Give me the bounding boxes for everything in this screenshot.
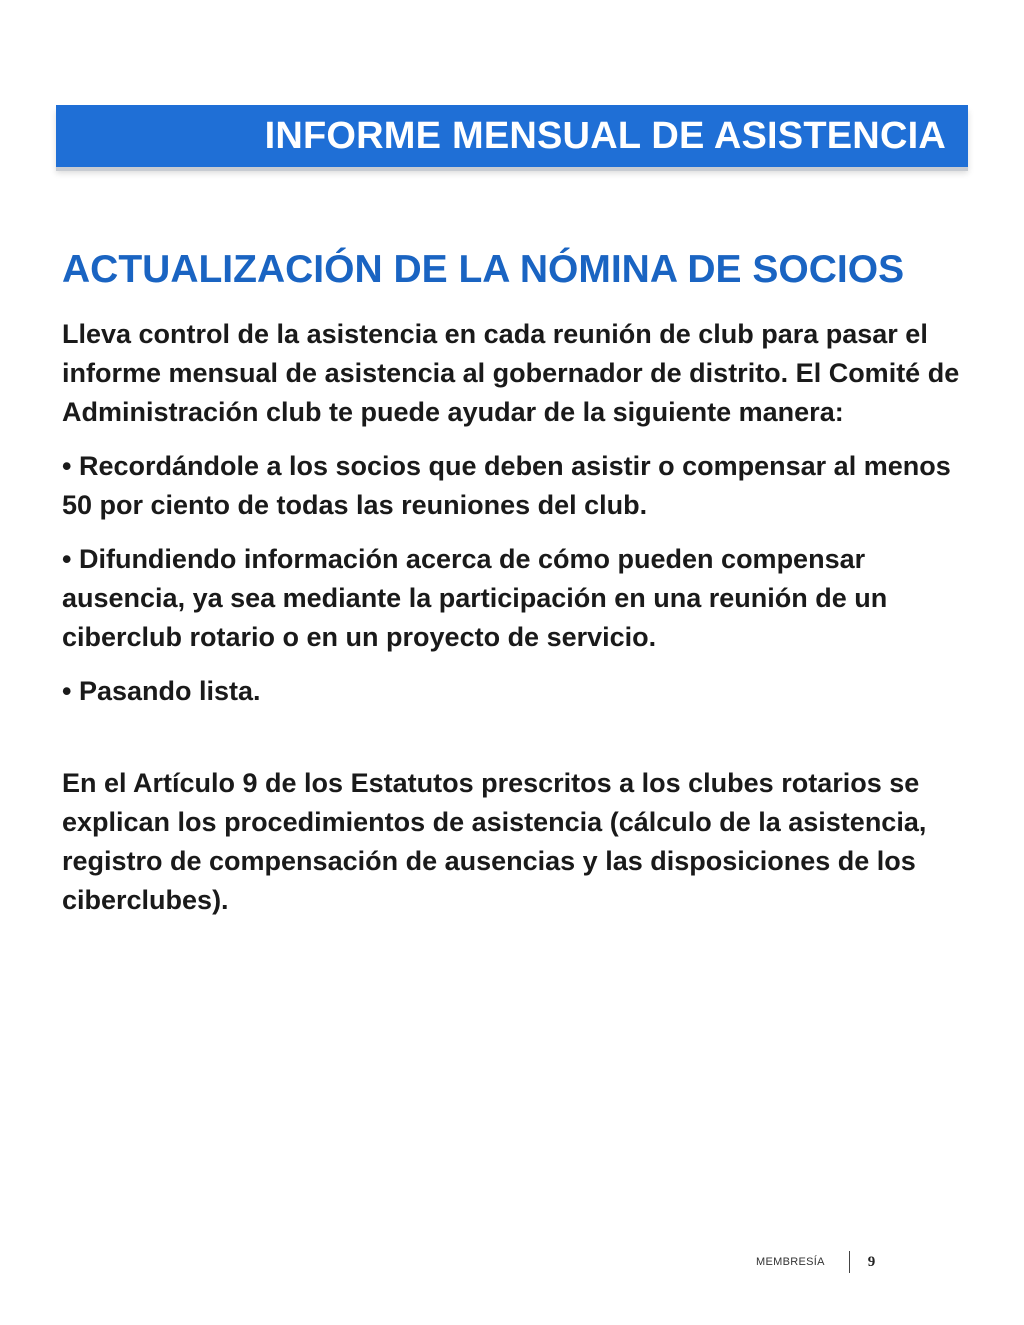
bullet-item: • Recordándole a los socios que deben asistir o compensar al menos 50 por ciento de todas las reuniones del club.	[62, 451, 951, 520]
body-content	[62, 315, 972, 935]
header-bar	[56, 105, 968, 167]
footer-section-label: MEMBRESÍA	[756, 1256, 825, 1268]
page-number: 9	[867, 1253, 876, 1270]
bullet-item: • Difundiendo información acerca de cómo pueden compensar ausencia, ya sea mediante la participación en una reunión de un ciberclub rotario o en un proyecto de servicio.	[62, 544, 888, 652]
page-footer	[756, 1252, 875, 1272]
intro-paragraph: Lleva control de la asistencia en cada reunión de club para pasar el informe mensual de asistencia al gobernador de distrito. El Comité de Administración club te puede ayudar de la siguiente manera:	[62, 319, 960, 427]
closing-paragraph: En el Artículo 9 de los Estatutos prescritos a los clubes rotarios se explican los procedimientos de asistencia (cálculo de la asistencia, registro de compensación de ausencias y las disposiciones de los ciberclubes).	[62, 768, 927, 915]
bullet-item: • Pasando lista.	[62, 676, 261, 706]
section-heading: ACTUALIZACIÓN DE LA NÓMINA DE SOCIOS	[62, 248, 905, 291]
page-title: INFORME MENSUAL DE ASISTENCIA	[264, 115, 946, 157]
footer-divider	[849, 1251, 850, 1273]
